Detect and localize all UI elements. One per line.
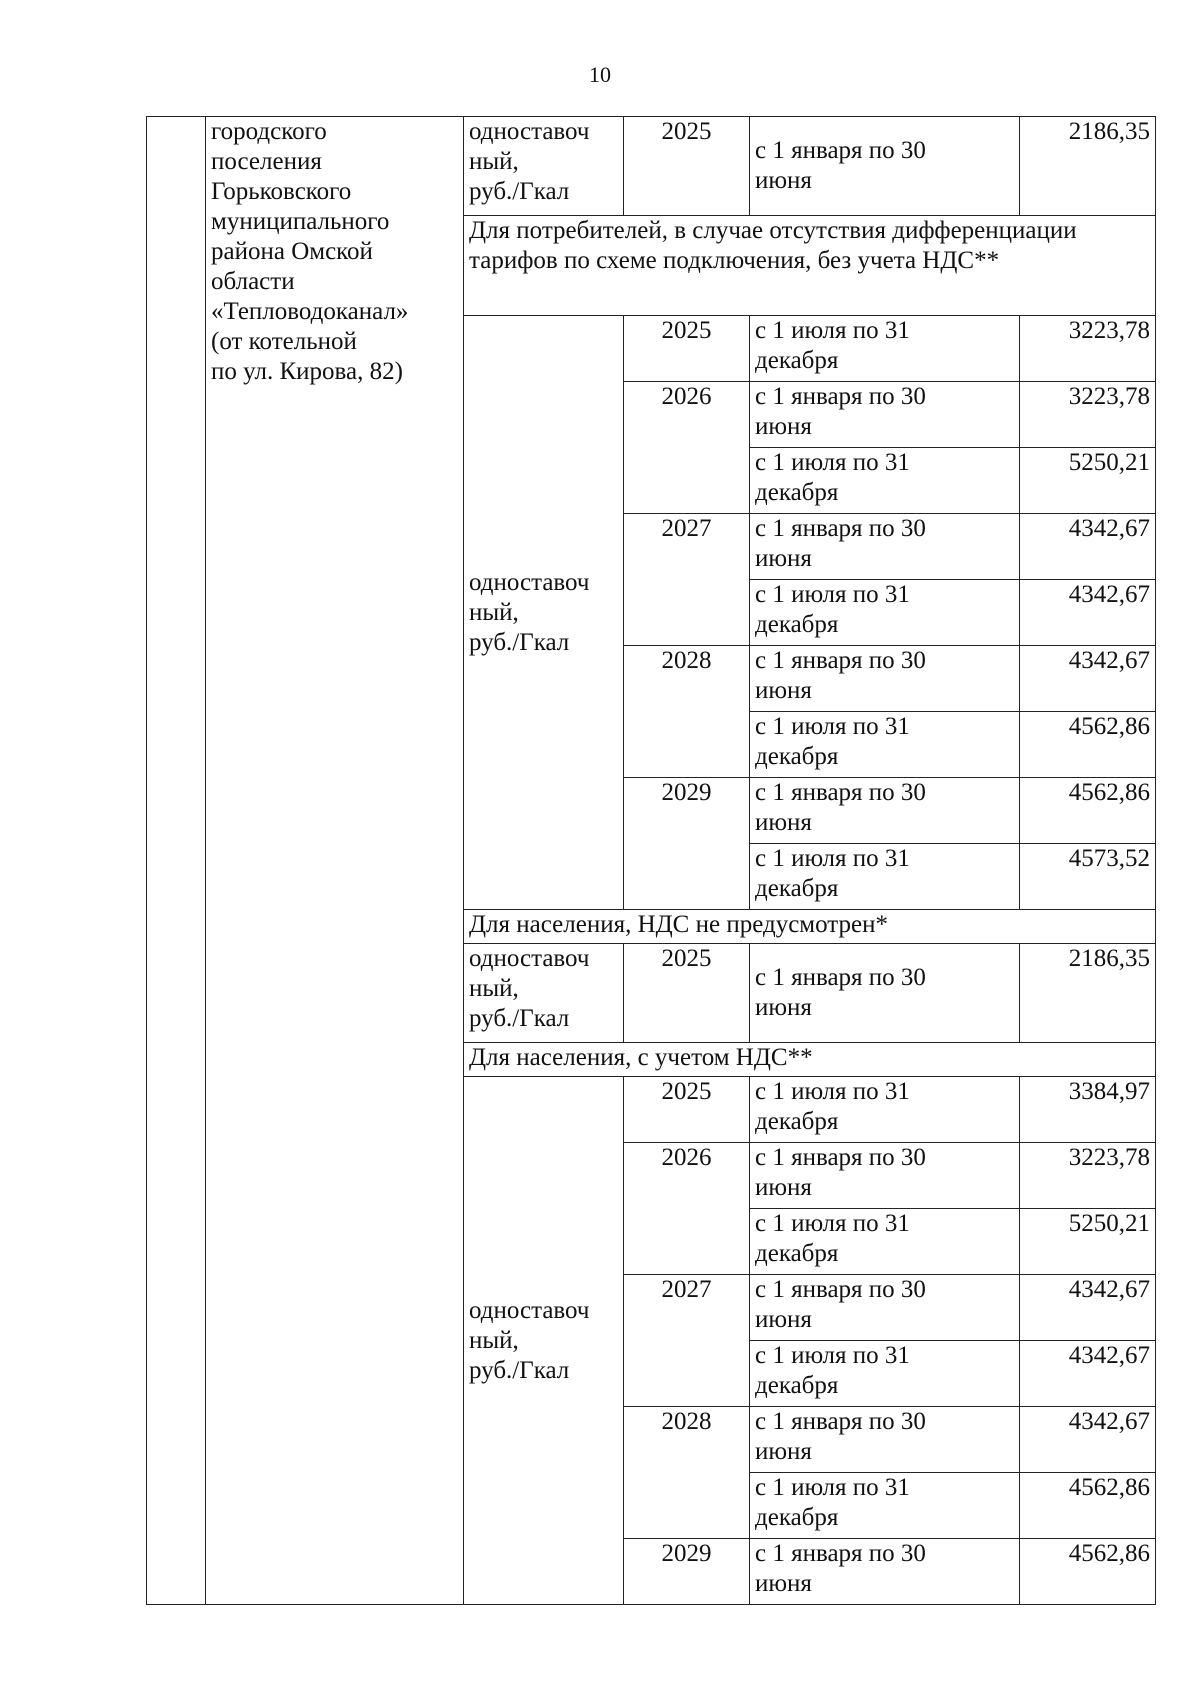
period-cell: с 1 июля по 31 декабря — [750, 316, 1020, 382]
period-cell: с 1 января по 30 июня — [750, 646, 1020, 712]
year-cell: 2029 — [624, 778, 750, 910]
page-number: 10 — [589, 62, 611, 87]
section-header: Для населения, с учетом НДС** — [464, 1043, 1156, 1077]
rate-type-cell: одноставоч ный, руб./Гкал — [464, 117, 624, 216]
period-cell: с 1 июля по 31 декабря — [750, 1077, 1020, 1143]
tariff-value: 5250,21 — [1020, 1209, 1156, 1275]
year-cell: 2026 — [624, 1143, 750, 1275]
period-cell: с 1 июля по 31 декабря — [750, 844, 1020, 910]
tariff-value: 4342,67 — [1020, 580, 1156, 646]
period-cell: с 1 января по 30 июня — [750, 382, 1020, 448]
year-cell: 2025 — [624, 117, 750, 216]
table-row — [147, 117, 1156, 216]
period-cell: с 1 июля по 31 декабря — [750, 580, 1020, 646]
section-header: Для населения, НДС не предусмотрен* — [464, 910, 1156, 944]
period-cell: с 1 января по 30 июня — [750, 1275, 1020, 1341]
tariff-value: 4562,86 — [1020, 778, 1156, 844]
period-cell: с 1 июля по 31 декабря — [750, 448, 1020, 514]
year-cell: 2028 — [624, 1407, 750, 1539]
tariff-value: 4342,67 — [1020, 1407, 1156, 1473]
year-cell: 2028 — [624, 646, 750, 778]
year-cell: 2027 — [624, 1275, 750, 1407]
rate-type-cell: одноставоч ный, руб./Гкал — [464, 944, 624, 1043]
period-cell: с 1 июля по 31 декабря — [750, 712, 1020, 778]
tariff-value: 2186,35 — [1020, 117, 1156, 216]
period-cell: с 1 января по 30 июня — [750, 1143, 1020, 1209]
tariff-value: 3223,78 — [1020, 1143, 1156, 1209]
period-cell: с 1 января по 30 июня — [750, 944, 1020, 1043]
year-cell: 2029 — [624, 1539, 750, 1605]
rate-type-cell: одноставоч ный, руб./Гкал — [464, 1077, 624, 1605]
tariff-value: 2186,35 — [1020, 944, 1156, 1043]
tariff-value: 4342,67 — [1020, 1275, 1156, 1341]
tariff-value: 4342,67 — [1020, 514, 1156, 580]
tariff-table — [146, 116, 1156, 1605]
tariff-value: 3223,78 — [1020, 382, 1156, 448]
period-cell: с 1 января по 30 июня — [750, 1407, 1020, 1473]
section-header: Для потребителей, в случае отсутствия дифференциации тарифов по схеме подключения, без учета НДС** — [464, 216, 1156, 316]
period-cell: с 1 января по 30 июня — [750, 117, 1020, 216]
year-cell: 2025 — [624, 316, 750, 382]
year-cell: 2025 — [624, 944, 750, 1043]
period-cell: с 1 июля по 31 декабря — [750, 1341, 1020, 1407]
period-cell: с 1 июля по 31 декабря — [750, 1473, 1020, 1539]
tariff-value: 4562,86 — [1020, 1539, 1156, 1605]
period-cell: с 1 января по 30 июня — [750, 514, 1020, 580]
year-cell: 2027 — [624, 514, 750, 646]
tariff-value: 3384,97 — [1020, 1077, 1156, 1143]
tariff-value: 4573,52 — [1020, 844, 1156, 910]
index-cell — [147, 117, 206, 1605]
tariff-value: 4562,86 — [1020, 1473, 1156, 1539]
tariff-value: 4342,67 — [1020, 1341, 1156, 1407]
period-cell: с 1 января по 30 июня — [750, 1539, 1020, 1605]
year-cell: 2026 — [624, 382, 750, 514]
tariff-value: 3223,78 — [1020, 316, 1156, 382]
year-cell: 2025 — [624, 1077, 750, 1143]
organization-cell: городского поселения Горьковского муниципального района Омской области «Тепловодоканал» (от котельной по ул. Кирова, 82) — [206, 117, 464, 1605]
tariff-value: 4562,86 — [1020, 712, 1156, 778]
rate-type-cell: одноставоч ный, руб./Гкал — [464, 316, 624, 910]
period-cell: с 1 июля по 31 декабря — [750, 1209, 1020, 1275]
period-cell: с 1 января по 30 июня — [750, 778, 1020, 844]
tariff-value: 5250,21 — [1020, 448, 1156, 514]
tariff-value: 4342,67 — [1020, 646, 1156, 712]
